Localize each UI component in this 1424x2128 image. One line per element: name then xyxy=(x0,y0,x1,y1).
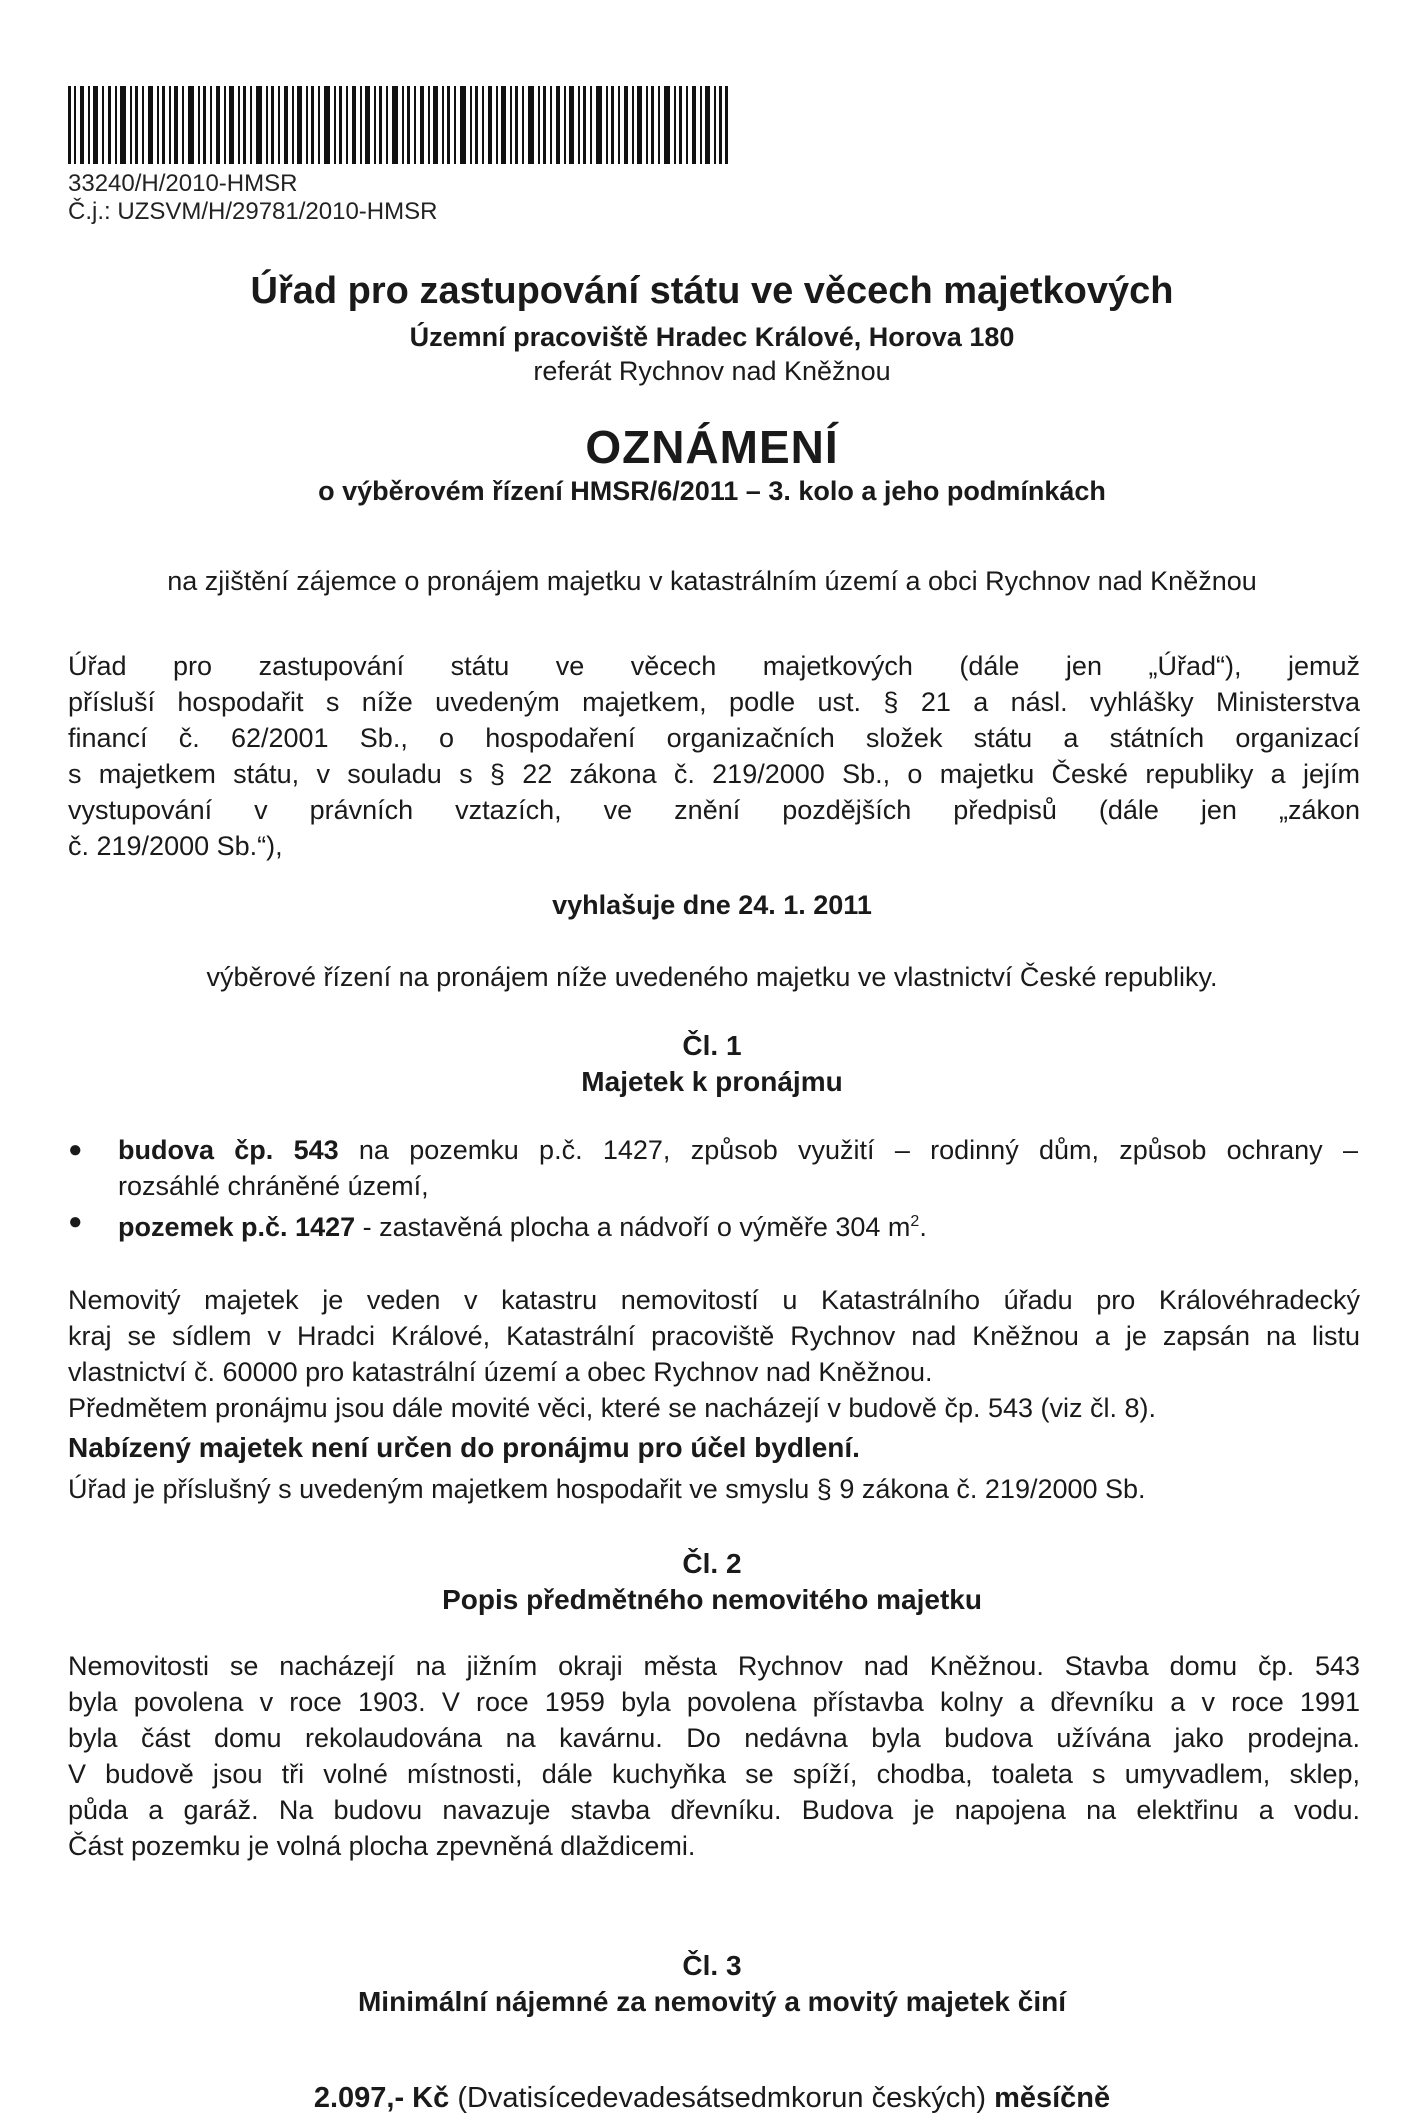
intro-line: č. 219/2000 Sb.“), xyxy=(68,831,283,861)
paragraph-line: Část pozemku je volná plocha zpevněná dlaždicemi. xyxy=(68,1831,696,1861)
rent-amount-words: (Dvatisícedevadesátsedmkorun českých) xyxy=(449,2082,995,2114)
paragraph-line: Předmětem pronájmu jsou dále movité věci, které se nacházejí v budově čp. 543 (viz čl. 8). xyxy=(68,1393,1157,1423)
list-item xyxy=(68,1204,1360,1240)
intro-line: Úřad pro zastupování státu ve věcech majetkových (dále jen „Úřad“), jemuž xyxy=(68,651,1360,681)
intro-line: vystupování v právních vztazích, ve znění pozdějších předpisů (dále jen „zákon xyxy=(68,795,1360,825)
bullet-icon: ● xyxy=(68,1208,83,1235)
minimum-rent xyxy=(0,2082,1424,2115)
paragraph-line: Nemovitý majetek je veden v katastru nemovitostí u Katastrálního úřadu pro Královéhradecký xyxy=(68,1285,1360,1315)
document-subheading: o výběrovém řízení HMSR/6/2011 – 3. kolo a jeho podmínkách xyxy=(318,476,1106,506)
article1-title: Majetek k pronájmu xyxy=(581,1066,843,1097)
article2-paragraph xyxy=(68,1648,1360,1864)
article3-number: Čl. 3 xyxy=(682,1950,742,1981)
paragraph-line: byla část domu rekolaudována na kavárnu. Do nedávna byla budova užívána jako prodejna. xyxy=(68,1723,1360,1753)
announcement-date: vyhlašuje dne 24. 1. 2011 xyxy=(552,890,872,920)
article3-title: Minimální nájemné za nemovitý a movitý majetek činí xyxy=(357,1986,1066,2017)
paragraph-line: Nemovitosti se nacházejí na jižním okraji města Rychnov nad Kněžnou. Stavba domu čp. 543 xyxy=(68,1651,1360,1681)
intro-paragraph xyxy=(68,648,1360,864)
housing-notice: Nabízený majetek není určen do pronájmu pro účel bydlení. xyxy=(68,1432,860,1463)
bullet-icon: ● xyxy=(68,1136,83,1163)
intro-line: financí č. 62/2001 Sb., o hospodaření organizačních složek státu a státních organizací xyxy=(68,723,1360,753)
list-item-text: pozemek p.č. 1427 - zastavěná plocha a nádvoří o výměře 304 $m^2$. xyxy=(118,1212,927,1242)
announcement-text: výběrové řízení na pronájem níže uvedeného majetku ve vlastnictví České republiky. xyxy=(206,962,1218,992)
intro-line: s majetkem státu, v souladu s § 22 zákona č. 219/2000 Sb., o majetku České republiky a jejím xyxy=(68,759,1360,789)
department-subtitle: referát Rychnov nad Kněžnou xyxy=(533,356,891,386)
article1-number: Čl. 1 xyxy=(682,1030,742,1061)
branch-subtitle: Územní pracoviště Hradec Králové, Horova 180 xyxy=(409,322,1015,352)
document-purpose: na zjištění zájemce o pronájem majetku v katastrálním území a obci Rychnov nad Kněžnou xyxy=(167,566,1257,596)
case-number: Č.j.: UZSVM/H/29781/2010-HMSR xyxy=(68,198,438,225)
paragraph-line: půda a garáž. Na budovu navazuje stavba dřevníku. Budova je napojena na elektřinu a vodu. xyxy=(68,1795,1360,1825)
reference-number: 33240/H/2010-HMSR xyxy=(68,170,298,197)
paragraph-line: vlastnictví č. 60000 pro katastrální území a obec Rychnov nad Kněžnou. xyxy=(68,1357,933,1387)
intro-line: přísluší hospodařit s níže uvedeným majetkem, podle ust. § 21 a násl. vyhlášky Ministerstva xyxy=(68,687,1360,717)
article2-title: Popis předmětného nemovitého majetku xyxy=(442,1584,982,1615)
rent-period: měsíčně xyxy=(994,2082,1111,2114)
paragraph-line: V budově jsou tři volné místnosti, dále kuchyňka se spíží, chodba, toaleta s umyvadlem, sklep, xyxy=(68,1759,1360,1789)
document-heading: OZNÁMENÍ xyxy=(585,421,839,473)
barcode xyxy=(68,86,728,164)
list-item-text: budova čp. 543 na pozemku p.č. 1427, způsob využití – rodinný dům, způsob ochrany – xyxy=(118,1135,1358,1165)
rent-amount: 2.097,- Kč xyxy=(313,2082,450,2114)
list-item xyxy=(68,1132,1360,1204)
competence-statement: Úřad je příslušný s uvedeným majetkem hospodařit ve smyslu § 9 zákona č. 219/2000 Sb. xyxy=(68,1474,1146,1504)
paragraph-line: kraj se sídlem v Hradci Králové, Katastrální pracoviště Rychnov nad Kněžnou a je zapsán na listu xyxy=(68,1321,1360,1351)
article2-number: Čl. 2 xyxy=(682,1548,742,1579)
list-item-continuation: rozsáhlé chráněné území, xyxy=(118,1171,429,1201)
paragraph-line: byla povolena v roce 1903. V roce 1959 byla povolena přístavba kolny a dřevníku a v roce 1991 xyxy=(68,1687,1360,1717)
office-title: Úřad pro zastupování státu ve věcech majetkových xyxy=(250,270,1174,312)
article1-paragraph xyxy=(68,1282,1360,1426)
